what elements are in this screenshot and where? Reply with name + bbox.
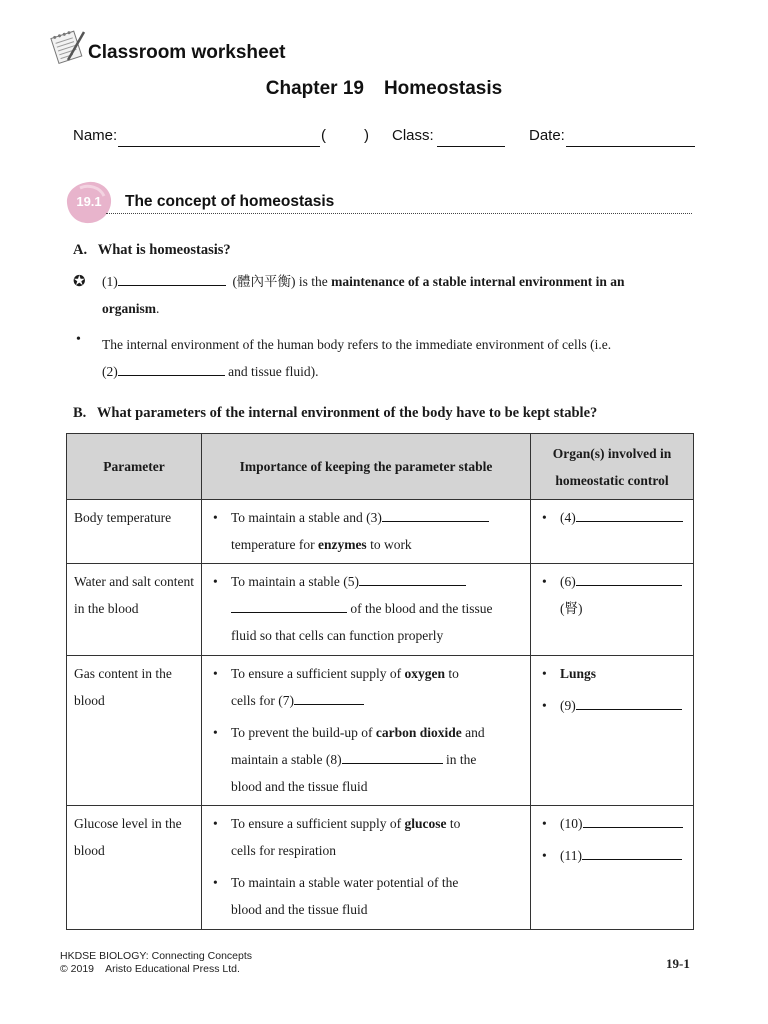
- parameter-cell: Glucose level in the blood: [74, 816, 182, 858]
- importance-bold: oxygen: [404, 666, 446, 681]
- footer-copyright: © 2019 Aristo Educational Press Ltd.: [60, 963, 240, 975]
- header-parameter: Parameter: [67, 434, 202, 500]
- blank-2[interactable]: [118, 363, 225, 376]
- part-b-heading: B. What parameters of the internal environment of the body have to be kept stable?: [73, 405, 598, 421]
- header-importance: Importance of keeping the parameter stable: [202, 434, 531, 500]
- importance-text: to work: [366, 537, 412, 552]
- importance-text: temperature for: [231, 537, 318, 552]
- footer-credits: [60, 950, 252, 976]
- importance-text: • To maintain a stable water potential of the: [231, 875, 459, 890]
- point-2-end: and tissue fluid).: [224, 364, 319, 379]
- blank-10[interactable]: [583, 815, 683, 828]
- importance-text: blood and the tissue fluid: [231, 902, 368, 917]
- point-1-bold-line2: organism: [102, 301, 156, 316]
- notebook-pencil-icon: [48, 28, 86, 64]
- organ-item: [538, 692, 687, 719]
- blank-2-num: (2): [102, 364, 118, 379]
- parameter-cell: Water and salt content in the blood: [74, 574, 194, 616]
- blank-8[interactable]: [342, 751, 443, 764]
- importance-text: to: [446, 816, 461, 831]
- organ-chinese: (腎): [560, 601, 583, 616]
- parameter-cell: Body temperature: [74, 510, 172, 525]
- importance-text: maintain a stable (8): [231, 752, 342, 767]
- importance-text: blood and the tissue fluid: [231, 779, 368, 794]
- point-1-bold: maintenance of a stable internal environment in an: [331, 274, 625, 289]
- organ-item: [538, 810, 687, 837]
- name-field[interactable]: [118, 146, 320, 147]
- organ-item: [538, 504, 687, 531]
- table-row: [67, 806, 694, 930]
- class-field[interactable]: [437, 146, 505, 147]
- importance-bold: glucose: [404, 816, 447, 831]
- star-marker-icon: ✪: [73, 274, 86, 290]
- point-2-line1: The internal environment of the human body refers to the immediate environment of cells (i.e.: [102, 337, 612, 352]
- importance-text: To maintain a stable (5): [231, 574, 360, 589]
- blank-4[interactable]: [576, 509, 683, 522]
- importance-text: cells for (7): [231, 693, 294, 708]
- table-row: [67, 656, 694, 806]
- importance-text: To ensure a sufficient supply of: [231, 666, 405, 681]
- importance-text: in the: [442, 752, 477, 767]
- organ-bold: Lungs: [560, 666, 597, 681]
- class-label: Class:: [392, 127, 434, 144]
- index-paren-open: (: [321, 127, 326, 144]
- importance-text: of the blood and the tissue: [347, 601, 493, 616]
- importance-text: cells for respiration: [231, 843, 336, 858]
- date-field[interactable]: [566, 146, 695, 147]
- table-row: [67, 500, 694, 564]
- date-label: Date:: [529, 127, 565, 144]
- blank-3[interactable]: [382, 509, 489, 522]
- importance-item: [209, 869, 524, 923]
- page-number: 19-1: [666, 956, 690, 971]
- organ-num: (11): [560, 848, 582, 863]
- blank-7[interactable]: [294, 692, 364, 705]
- organ-num: (10): [560, 816, 583, 831]
- organ-item: [538, 842, 687, 869]
- blank-11[interactable]: [582, 847, 682, 860]
- blank-1[interactable]: [118, 273, 226, 286]
- importance-text: To maintain a stable and (3): [231, 510, 382, 525]
- header-organs: Organ(s) involved in homeostatic control: [531, 434, 694, 500]
- importance-bold: enzymes: [317, 537, 367, 552]
- importance-text: fluid so that cells can function properly: [231, 628, 444, 643]
- organ-num: (9): [560, 698, 576, 713]
- organ-num: (6): [560, 574, 576, 589]
- importance-text: and: [461, 725, 485, 740]
- organ-item: [538, 660, 687, 687]
- part-a-heading: A. What is homeostasis?: [73, 242, 231, 258]
- parameter-cell: Gas content in the blood: [74, 666, 172, 708]
- blank-1-num: (1): [102, 274, 118, 289]
- blank-9[interactable]: [576, 697, 682, 710]
- section-number: 19.1: [76, 194, 102, 209]
- table-row: [67, 564, 694, 656]
- footer-book-title: HKDSE BIOLOGY: Connecting Concepts: [60, 950, 253, 962]
- organ-num: (4): [560, 510, 576, 525]
- importance-item: [209, 660, 524, 714]
- importance-item: [209, 810, 524, 864]
- importance-item: [209, 719, 524, 800]
- point-1-end: .: [156, 301, 160, 316]
- importance-item: [209, 568, 524, 649]
- section-title: The concept of homeostasis: [125, 193, 335, 210]
- chapter-label: Chapter 19: [265, 78, 364, 99]
- index-paren-close: ): [364, 127, 369, 144]
- table-header-row: [67, 434, 694, 500]
- importance-text: To prevent the build-up of: [231, 725, 376, 740]
- blank-5a[interactable]: [359, 573, 466, 586]
- chapter-title: [0, 78, 768, 100]
- blank-6[interactable]: [576, 573, 682, 586]
- chapter-name: Homeostasis: [383, 78, 503, 99]
- point-1-chinese: (體內平衡) is the: [232, 274, 332, 289]
- point-2: [102, 331, 702, 385]
- importance-text: To ensure a sufficient supply of: [231, 816, 405, 831]
- importance-text: to: [445, 666, 459, 681]
- organ-item: [538, 568, 687, 622]
- parameter-table: [66, 433, 694, 930]
- point-1: [102, 268, 702, 322]
- importance-item: [209, 504, 524, 558]
- importance-bold: carbon dioxide: [375, 725, 462, 740]
- bullet-marker: •: [76, 332, 81, 347]
- blank-5b[interactable]: [231, 600, 347, 613]
- worksheet-title: Classroom worksheet: [88, 42, 286, 63]
- name-label: Name:: [73, 127, 118, 144]
- section-dotted-rule: [106, 213, 692, 214]
